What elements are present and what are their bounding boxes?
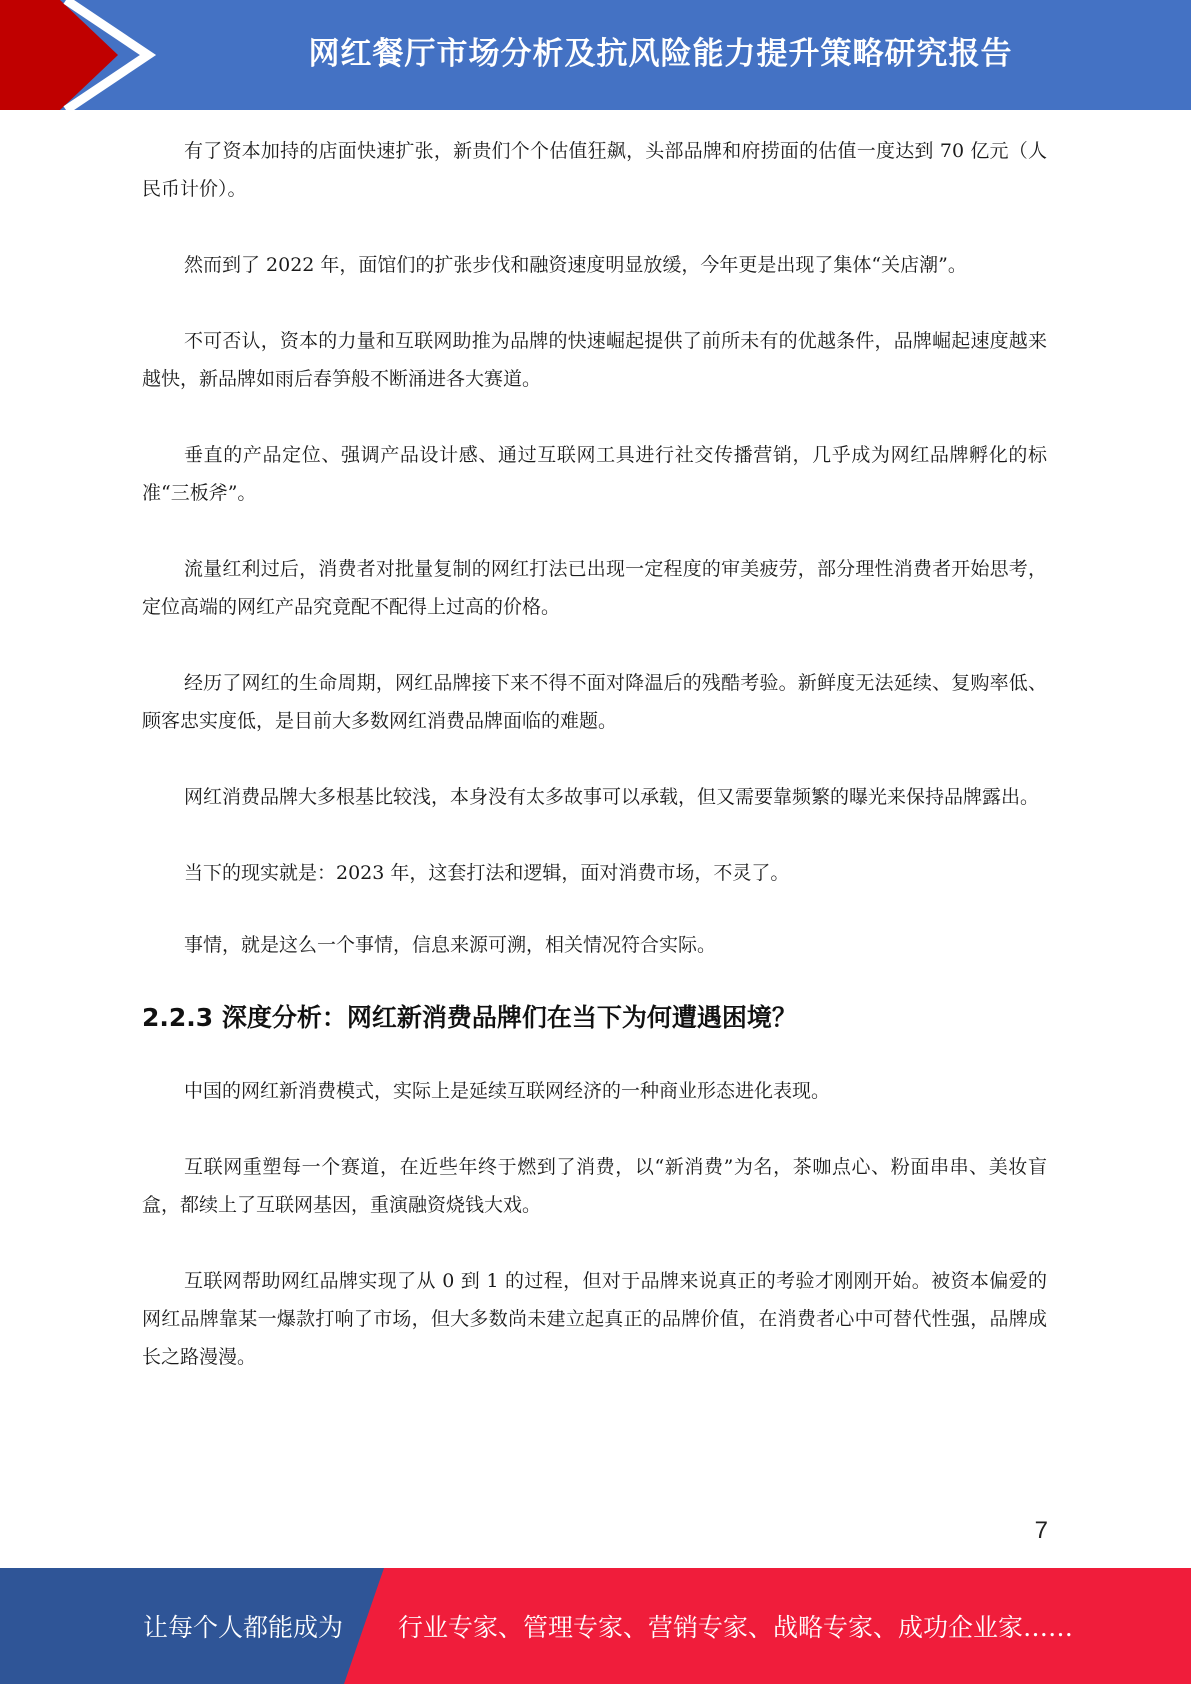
document-body — [142, 132, 1047, 1376]
footer-slogan-left: 让每个人都能成为 — [143, 1613, 344, 1642]
paragraph: 中国的网红新消费模式，实际上是延续互联网经济的一种商业形态进化表现。 — [184, 1080, 831, 1102]
paragraph: 流量红利过后，消费者对批量复制的网红打法已出现一定程度的审美疲劳，部分理性消费者开始思考，定位高端的网红产品究竟配不配得上过高的价格。 — [142, 558, 1047, 618]
report-title: 网红餐厅市场分析及抗风险能力提升策略研究报告 — [308, 35, 1013, 72]
footer-slogan-right: 行业专家、管理专家、营销专家、战略专家、成功企业家…… — [398, 1613, 1074, 1642]
paragraph: 经历了网红的生命周期，网红品牌接下来不得不面对降温后的残酷考验。新鲜度无法延续、复购率低、顾客忠实度低，是目前大多数网红消费品牌面临的难题。 — [142, 672, 1047, 732]
footer-banner — [0, 1568, 1191, 1684]
chevron-arrow-icon — [0, 0, 160, 110]
paragraph: 事情，就是这么一个事情，信息来源可溯，相关情况符合实际。 — [184, 934, 717, 956]
header-banner — [0, 0, 1191, 110]
paragraph: 然而到了 2022 年，面馆们的扩张步伐和融资速度明显放缓，今年更是出现了集体“关店潮”。 — [184, 254, 967, 276]
paragraph: 互联网帮助网红品牌实现了从 0 到 1 的过程，但对于品牌来说真正的考验才刚刚开始。被资本偏爱的网红品牌靠某一爆款打响了市场，但大多数尚未建立起真正的品牌价值，在消费者心中可替代性强，品牌成长之路漫漫。 — [142, 1270, 1047, 1368]
paragraph: 网红消费品牌大多根基比较浅，本身没有太多故事可以承载，但又需要靠频繁的曝光来保持品牌露出。 — [184, 786, 1040, 808]
paragraph: 当下的现实就是：2023 年，这套打法和逻辑，面对消费市场，不灵了。 — [184, 862, 790, 884]
page-number: 7 — [1034, 1517, 1048, 1544]
paragraph: 互联网重塑每一个赛道，在近些年终于燃到了消费，以“新消费”为名，茶咖点心、粉面串串、美妆盲盒，都续上了互联网基因，重演融资烧钱大戏。 — [142, 1156, 1047, 1216]
paragraph: 垂直的产品定位、强调产品设计感、通过互联网工具进行社交传播营销，几乎成为网红品牌孵化的标准“三板斧”。 — [142, 444, 1047, 504]
paragraph: 有了资本加持的店面快速扩张，新贵们个个估值狂飙，头部品牌和府捞面的估值一度达到 70 亿元（人民币计价）。 — [142, 140, 1047, 200]
section-heading: 2.2.3 深度分析：网红新消费品牌们在当下为何遭遇困境？ — [142, 1003, 797, 1032]
paragraph: 不可否认，资本的力量和互联网助推为品牌的快速崛起提供了前所未有的优越条件，品牌崛起速度越来越快，新品牌如雨后春笋般不断涌进各大赛道。 — [142, 330, 1047, 390]
